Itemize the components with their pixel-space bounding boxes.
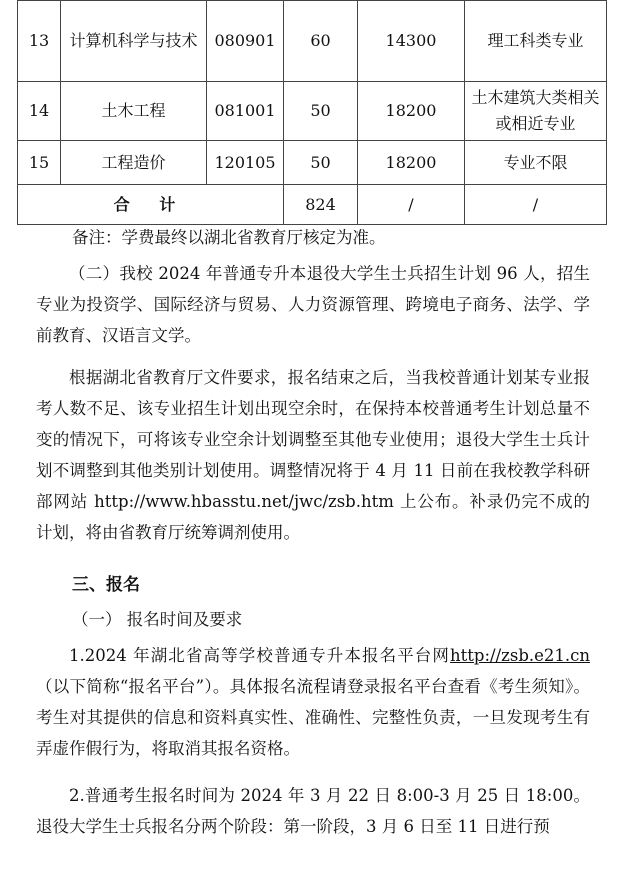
registration-platform-paragraph xyxy=(36,640,590,764)
row-number: 13 xyxy=(18,1,61,82)
subheading-registration-time: （一） 报名时间及要求 xyxy=(72,610,243,629)
registration-platform-link[interactable]: http://zsb.e21.cn xyxy=(450,646,590,665)
total-limit: / xyxy=(465,185,607,225)
tuition-fee: 18200 xyxy=(358,82,465,141)
registration-time-paragraph: 2.普通考生报名时间为 2024 年 3 月 22 日 8:00-3 月 25 日 18:00。退役大学生士兵报名分两个阶段：第一阶段，3 月 6 日至 11 日进行预 xyxy=(36,786,590,836)
total-row xyxy=(18,185,607,225)
total-plan: 824 xyxy=(284,185,358,225)
table-row xyxy=(18,1,607,82)
plan-count: 50 xyxy=(284,82,358,141)
plan-count: 50 xyxy=(284,141,358,185)
major-code: 080901 xyxy=(207,1,284,82)
table-row xyxy=(18,82,607,141)
section-heading-registration: 三、报名 xyxy=(72,575,140,595)
major-name: 土木工程 xyxy=(61,82,207,141)
row-number: 15 xyxy=(18,141,61,185)
fee-note: 备注：学费最终以湖北省教育厅核定为准。 xyxy=(72,228,386,247)
major-code: 120105 xyxy=(207,141,284,185)
total-fee: / xyxy=(358,185,465,225)
enrollment-plan-table xyxy=(17,0,607,225)
plan-adjustment-paragraph: 根据湖北省教育厅文件要求，报名结束之后，当我校普通计划某专业报考人数不足、该专业招生计划出现空余时，在保持本校普通考生计划总量不变的情况下，可将该专业空余计划调整至其他专业使用；退役大学生士兵计划不调整到其他类别计划使用。调整情况将于 4 月 11 日前在我校教学科研部网站 http://www.hbasstu.net/jwc/zsb.htm 上公布。补录仍完不成的计划，将由省教育厅统筹调剂使用。 xyxy=(36,368,590,542)
table-row xyxy=(18,141,607,185)
plan-count: 60 xyxy=(284,1,358,82)
tuition-fee: 14300 xyxy=(358,1,465,82)
major-limit: 专业不限 xyxy=(465,141,607,185)
major-code: 081001 xyxy=(207,82,284,141)
row-number: 14 xyxy=(18,82,61,141)
tuition-fee: 18200 xyxy=(358,141,465,185)
major-name: 计算机科学与技术 xyxy=(61,1,207,82)
major-limit: 理工科类专业 xyxy=(465,1,607,82)
registration-suffix: （以下简称“报名平台”）。具体报名流程请登录报名平台查看《考生须知》。考生对其提供的信息和资料真实性、准确性、完整性负责，一旦发现考生有弄虚作假行为，将取消其报名资格。 xyxy=(36,677,590,758)
total-label: 合 计 xyxy=(18,185,284,225)
veteran-plan-paragraph: （二）我校 2024 年普通专升本退役大学生士兵招生计划 96 人，招生专业为投资学、国际经济与贸易、人力资源管理、跨境电子商务、法学、学前教育、汉语言文学。 xyxy=(36,264,590,345)
major-name: 工程造价 xyxy=(61,141,207,185)
registration-prefix: 1.2024 年湖北省高等学校普通专升本报名平台网 xyxy=(69,646,451,665)
major-limit: 土木建筑大类相关或相近专业 xyxy=(465,82,607,141)
